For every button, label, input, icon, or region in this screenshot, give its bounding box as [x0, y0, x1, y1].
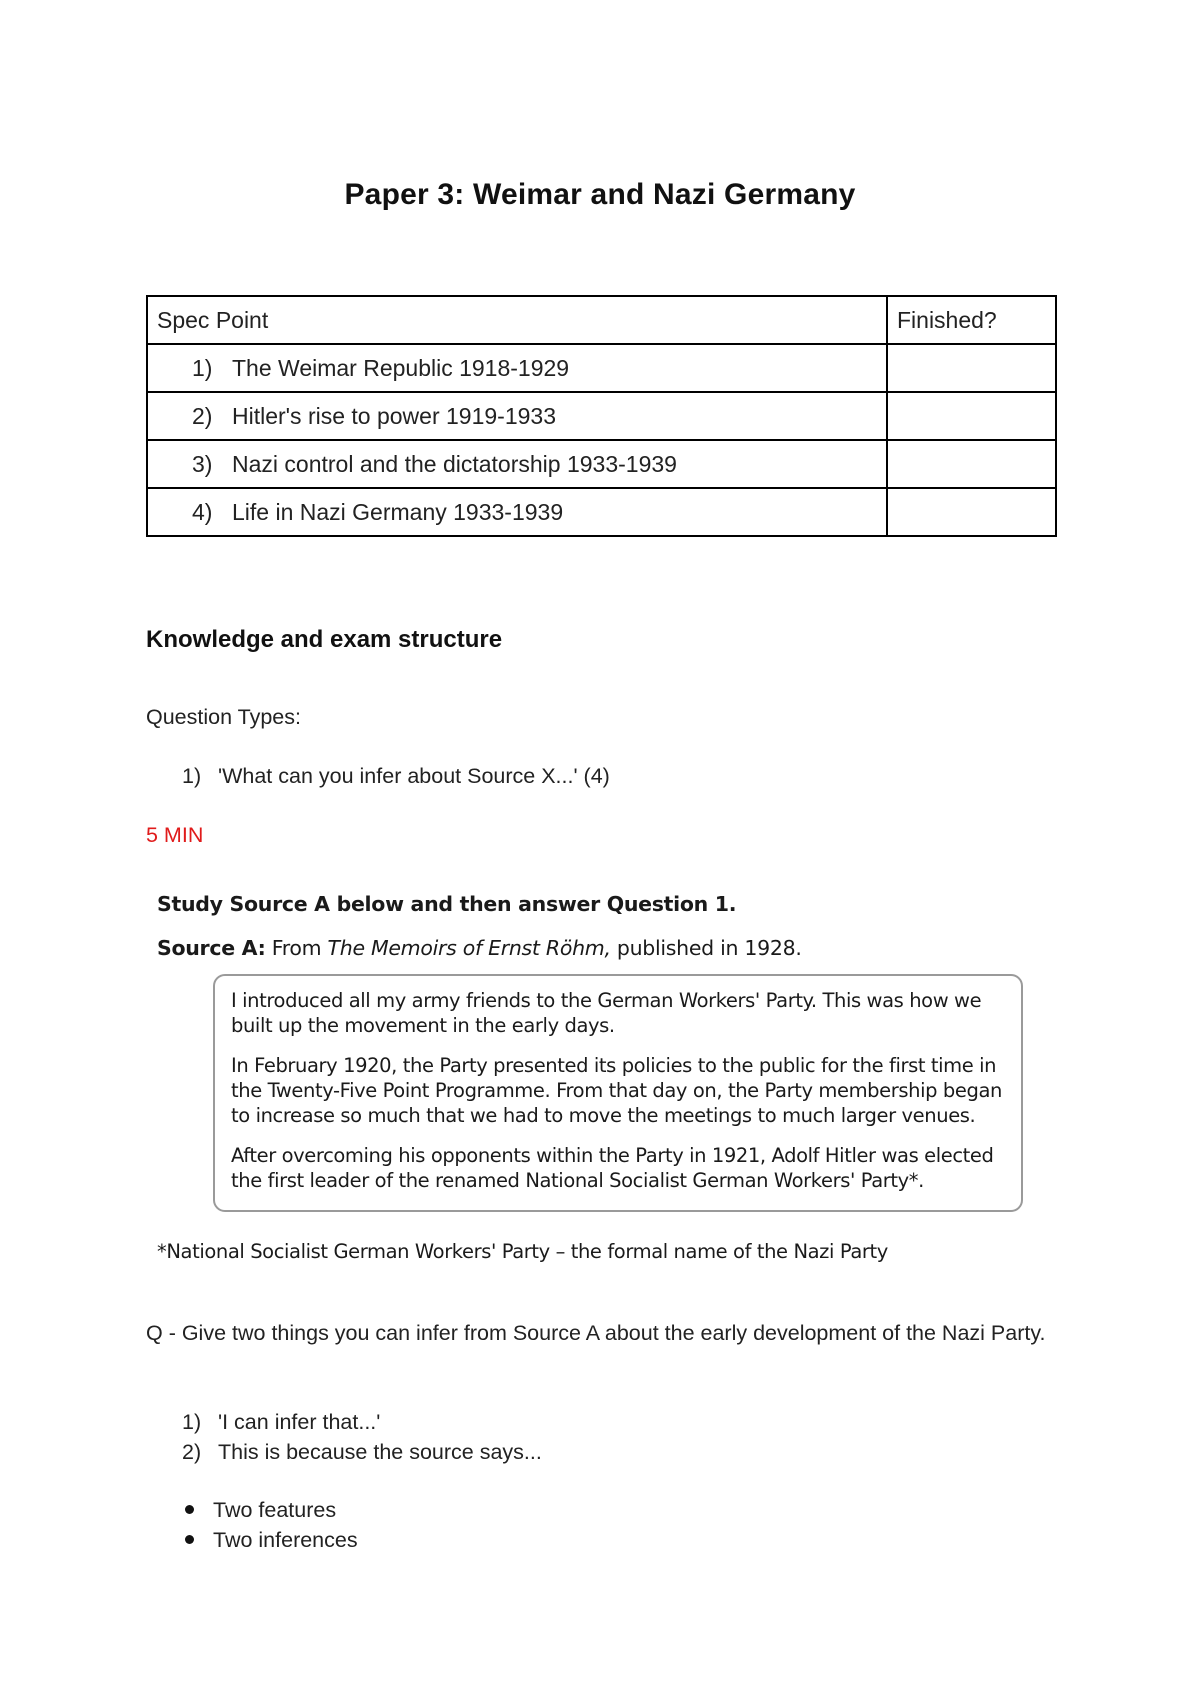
bullet-icon — [185, 1535, 194, 1544]
source-box — [213, 974, 1023, 1212]
header-spec-point: Spec Point — [147, 296, 887, 344]
list-item — [182, 764, 610, 789]
bullet-item — [182, 1528, 358, 1553]
row-number: 2) — [192, 402, 213, 429]
row-number: 3) — [192, 450, 213, 477]
bullet-text: Two inferences — [213, 1528, 358, 1552]
spec-point-label: Hitler's rise to power 1919-1933 — [232, 402, 556, 429]
list-item-text: This is because the source says... — [218, 1440, 542, 1464]
source-published: published in 1928. — [610, 936, 802, 960]
list-item-text: 'What can you infer about Source X...' (4) — [218, 764, 610, 788]
source-paragraph: I introduced all my army friends to the German Workers' Party. This was how we built up the movement in the early days. — [231, 989, 982, 1037]
spec-point-label: The Weimar Republic 1918-1929 — [232, 354, 570, 381]
list-item — [182, 1440, 542, 1465]
source-attribution — [157, 936, 802, 960]
table-row — [147, 440, 1056, 488]
table-header-row — [147, 296, 1056, 344]
bullet-item — [182, 1498, 336, 1523]
finished-cell[interactable] — [887, 344, 1056, 392]
list-number: 1) — [182, 1410, 202, 1434]
page-title: Paper 3: Weimar and Nazi Germany — [344, 178, 856, 211]
spec-point-label: Nazi control and the dictatorship 1933-1939 — [232, 450, 677, 477]
source-paragraph: In February 1920, the Party presented its policies to the public for the first time in the Twenty-Five Point Programme. From that day on, the Party membership began to increase so much that we had to move the meetings to much larger venues. — [231, 1054, 1002, 1127]
table-row — [147, 392, 1056, 440]
row-number: 1) — [192, 354, 213, 381]
source-paragraph: After overcoming his opponents within the Party in 1921, Adolf Hitler was elected the first leader of the renamed National Socialist German Workers' Party*. — [231, 1144, 994, 1192]
time-label: 5 MIN — [146, 823, 204, 847]
source-from: From — [271, 936, 328, 960]
list-item-text: 'I can infer that...' — [218, 1410, 381, 1434]
question-text: Q - Give two things you can infer from Source A about the early development of the Nazi Party. — [146, 1321, 1046, 1345]
source-instruction-text: Study Source A below and then answer Question 1. — [157, 892, 737, 916]
table-row — [147, 344, 1056, 392]
list-item — [182, 1410, 380, 1435]
row-number: 4) — [192, 498, 213, 525]
spec-point-label: Life in Nazi Germany 1933-1939 — [232, 498, 564, 525]
list-number: 1) — [182, 764, 202, 788]
bullet-icon — [185, 1505, 194, 1514]
source-instruction — [157, 892, 736, 916]
source-title: The Memoirs of Ernst Röhm, — [327, 936, 611, 960]
finished-cell[interactable] — [887, 392, 1056, 440]
list-number: 2) — [182, 1440, 202, 1464]
bullet-text: Two features — [213, 1498, 337, 1522]
spec-point-table — [146, 295, 1057, 537]
finished-cell[interactable] — [887, 440, 1056, 488]
section-heading: Knowledge and exam structure — [146, 626, 503, 653]
table-row — [147, 488, 1056, 536]
header-finished: Finished? — [887, 296, 1056, 344]
source-label: Source A: — [157, 936, 266, 960]
source-footnote: *National Socialist German Workers' Party – the formal name of the Nazi Party — [157, 1240, 888, 1263]
question-types-label: Question Types: — [146, 705, 301, 729]
finished-cell[interactable] — [887, 488, 1056, 536]
